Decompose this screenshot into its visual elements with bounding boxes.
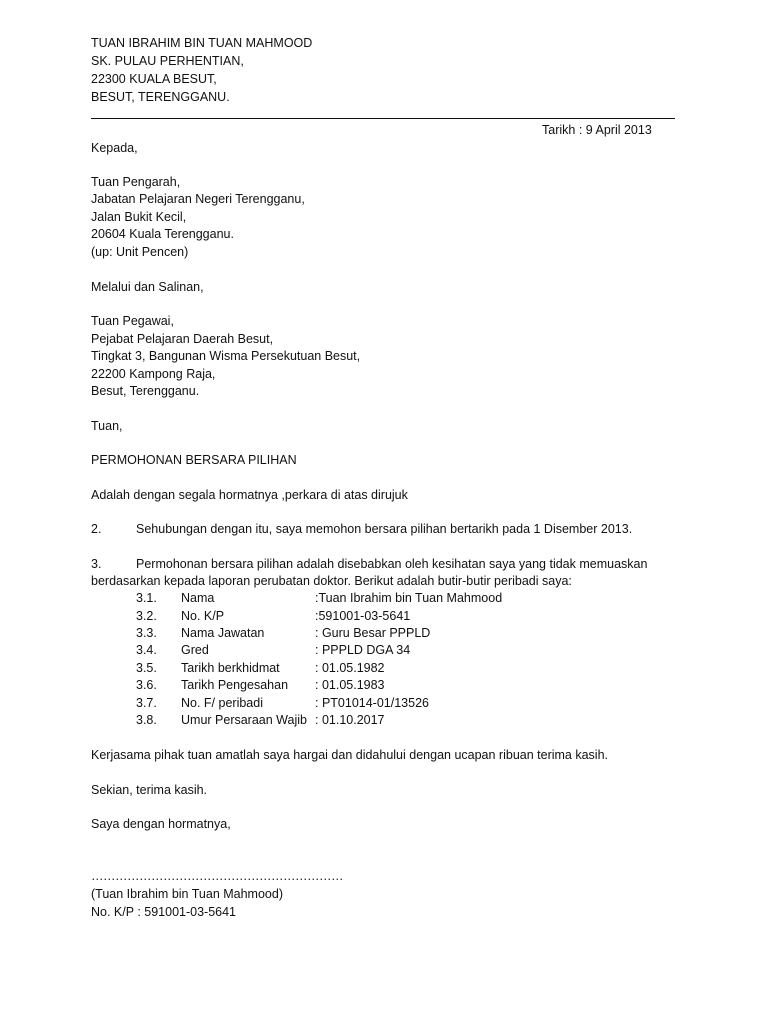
subject-heading: PERMOHONAN BERSARA PILIHAN <box>91 453 297 467</box>
via-line: Tingkat 3, Bangunan Wisma Persekutuan Besut, <box>91 349 361 363</box>
sender-school: SK. PULAU PERHENTIAN, <box>91 54 244 68</box>
recipient-line: 20604 Kuala Terengganu. <box>91 227 234 241</box>
detail-number: 3.8. <box>136 713 157 727</box>
detail-number: 3.2. <box>136 609 157 623</box>
detail-value: : 01.10.2017 <box>315 713 385 727</box>
detail-label: Tarikh Pengesahan <box>181 678 289 692</box>
closing-thanks: Kerjasama pihak tuan amatlah saya hargai dan didahului dengan ucapan ribuan terima kasih. <box>91 748 609 762</box>
paragraph-2-number: 2. <box>91 522 102 536</box>
detail-value: : 01.05.1982 <box>315 661 385 675</box>
detail-value: : PT01014-01/13526 <box>315 696 429 710</box>
paragraph-2-text: Sehubungan dengan itu, saya memohon bersara pilihan bertarikh pada 1 Disember 2013. <box>136 522 633 536</box>
recipient-line: (up: Unit Pencen) <box>91 245 189 259</box>
detail-value: : Guru Besar PPPLD <box>315 626 431 640</box>
paragraph-1: Adalah dengan segala hormatnya ,perkara di atas dirujuk <box>91 488 408 502</box>
sender-state: BESUT, TERENGGANU. <box>91 90 230 104</box>
header-divider <box>91 118 675 119</box>
detail-number: 3.4. <box>136 643 157 657</box>
kepada-label: Kepada, <box>91 141 138 155</box>
detail-label: Nama <box>181 591 215 605</box>
via-line: 22200 Kampong Raja, <box>91 367 216 381</box>
detail-number: 3.7. <box>136 696 157 710</box>
letter-date: Tarikh : 9 April 2013 <box>542 123 652 137</box>
detail-label: Gred <box>181 643 209 657</box>
melalui-label: Melalui dan Salinan, <box>91 280 204 294</box>
detail-value: :591001-03-5641 <box>315 609 411 623</box>
detail-value: : 01.05.1983 <box>315 678 385 692</box>
detail-number: 3.5. <box>136 661 157 675</box>
detail-value: : PPPLD DGA 34 <box>315 643 411 657</box>
via-line: Pejabat Pelajaran Daerah Besut, <box>91 332 274 346</box>
signatory-name: (Tuan Ibrahim bin Tuan Mahmood) <box>91 887 283 901</box>
salutation: Tuan, <box>91 419 123 433</box>
recipient-line: Jabatan Pelajaran Negeri Terengganu, <box>91 192 305 206</box>
detail-number: 3.3. <box>136 626 157 640</box>
detail-label: No. K/P <box>181 609 225 623</box>
detail-value: :Tuan Ibrahim bin Tuan Mahmood <box>315 591 503 605</box>
closing-regards: Saya dengan hormatnya, <box>91 817 231 831</box>
detail-number: 3.1. <box>136 591 157 605</box>
detail-number: 3.6. <box>136 678 157 692</box>
via-line: Besut, Terengganu. <box>91 384 200 398</box>
sender-name: TUAN IBRAHIM BIN TUAN MAHMOOD <box>91 36 313 50</box>
closing-sekian: Sekian, terima kasih. <box>91 783 208 797</box>
detail-label: Nama Jawatan <box>181 626 265 640</box>
paragraph-3-line2: berdasarkan kepada laporan perubatan doktor. Berikut adalah butir-butir peribadi saya: <box>91 574 572 588</box>
recipient-line: Tuan Pengarah, <box>91 175 181 189</box>
detail-label: Tarikh berkhidmat <box>181 661 280 675</box>
via-line: Tuan Pegawai, <box>91 314 174 328</box>
sender-postcode: 22300 KUALA BESUT, <box>91 72 217 86</box>
paragraph-3-line1: Permohonan bersara pilihan adalah disebabkan oleh kesihatan saya yang tidak memuaskan <box>136 557 648 571</box>
signature-line: ……………………………………………………… <box>91 869 343 883</box>
detail-label: Umur Persaraan Wajib <box>181 713 307 727</box>
signatory-id: No. K/P : 591001-03-5641 <box>91 905 237 919</box>
paragraph-3-number: 3. <box>91 557 102 571</box>
detail-label: No. F/ peribadi <box>181 696 263 710</box>
recipient-line: Jalan Bukit Kecil, <box>91 210 187 224</box>
